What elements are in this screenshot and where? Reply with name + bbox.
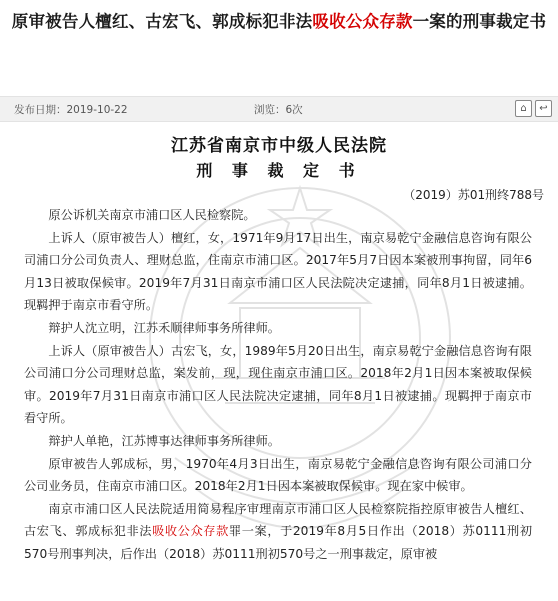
home-icon[interactable]: ⌂ [515, 100, 532, 117]
title-text-1: 原审被告人檀红、古宏飞、郭成标犯非法 [11, 12, 313, 31]
paragraph: 辩护人沈立明，江苏禾顺律师事务所律师。 [48, 320, 280, 335]
paragraph: 上诉人（原审被告人）檀红，女，1971年9月17日出生，南京易乾宁金融信息咨询有限公司浦口分公司负责人、理财总监，住南京市浦口区。2017年5月7日因本案被刑事拘留，同年6月13日被取保候审。2019年7月31日南京市浦口区人民法院决定逮捕，同年8月1日被逮捕。现羁押于南京市看守所。 [24, 230, 532, 313]
title-text-2: 一案的刑事裁定书 [412, 12, 547, 31]
last-para-text-2: 罪一案，于2019年8月5日作出（2018）苏0111刑初570号刑事判决，后作出（2018）苏0111刑初570号之一刑事裁定，原审被 [24, 524, 533, 561]
paragraph: 原审被告人郭成标，男，1970年4月3日出生，南京易乾宁金融信息咨询有限公司浦口分公司业务员，住南京市浦口区。2018年2月1日因本案被取保候审。现在家中候审。 [24, 456, 532, 494]
back-icon[interactable]: ↩ [535, 100, 552, 117]
last-para-keyword-highlight: 吸收公众存款 [152, 524, 229, 539]
meta-bar [0, 96, 558, 122]
court-name: 江苏省南京市中级人民法院 [171, 136, 387, 156]
document-body [24, 204, 532, 566]
document-type: 刑 事 裁 定 书 [196, 161, 362, 180]
paragraph: 原公诉机关南京市浦口区人民检察院。 [48, 208, 256, 222]
article-title [0, 8, 558, 35]
paragraph-last [24, 498, 532, 566]
view-count: 浏览：6次 [254, 104, 303, 116]
meta-icons [515, 100, 552, 117]
case-number: （2019）苏01刑终788号 [403, 188, 544, 202]
title-keyword-highlight: 吸收公众存款 [312, 12, 413, 31]
paragraph: 上诉人（原审被告人）古宏飞，女，1989年5月20日出生，南京易乾宁金融信息咨询有限公司浦口分公司理财总监，案发前，现，现住南京市浦口区。2018年2月1日因本案被取保候审。2019年7月31日南京市浦口区人民法院决定逮捕，同年8月1日被逮捕。现羁押于南京市看守所。 [24, 343, 532, 426]
publish-date: 发布日期：2019-10-22 [14, 104, 128, 116]
paragraph: 辩护人单艳，江苏博事达律师事务所律师。 [48, 433, 280, 448]
last-para-text-1: 南京市浦口区人民法院适用简易程序审理南京市浦口区人民检察院指控原审被告人檀红、古宏飞、郭成标犯非法 [24, 501, 532, 539]
